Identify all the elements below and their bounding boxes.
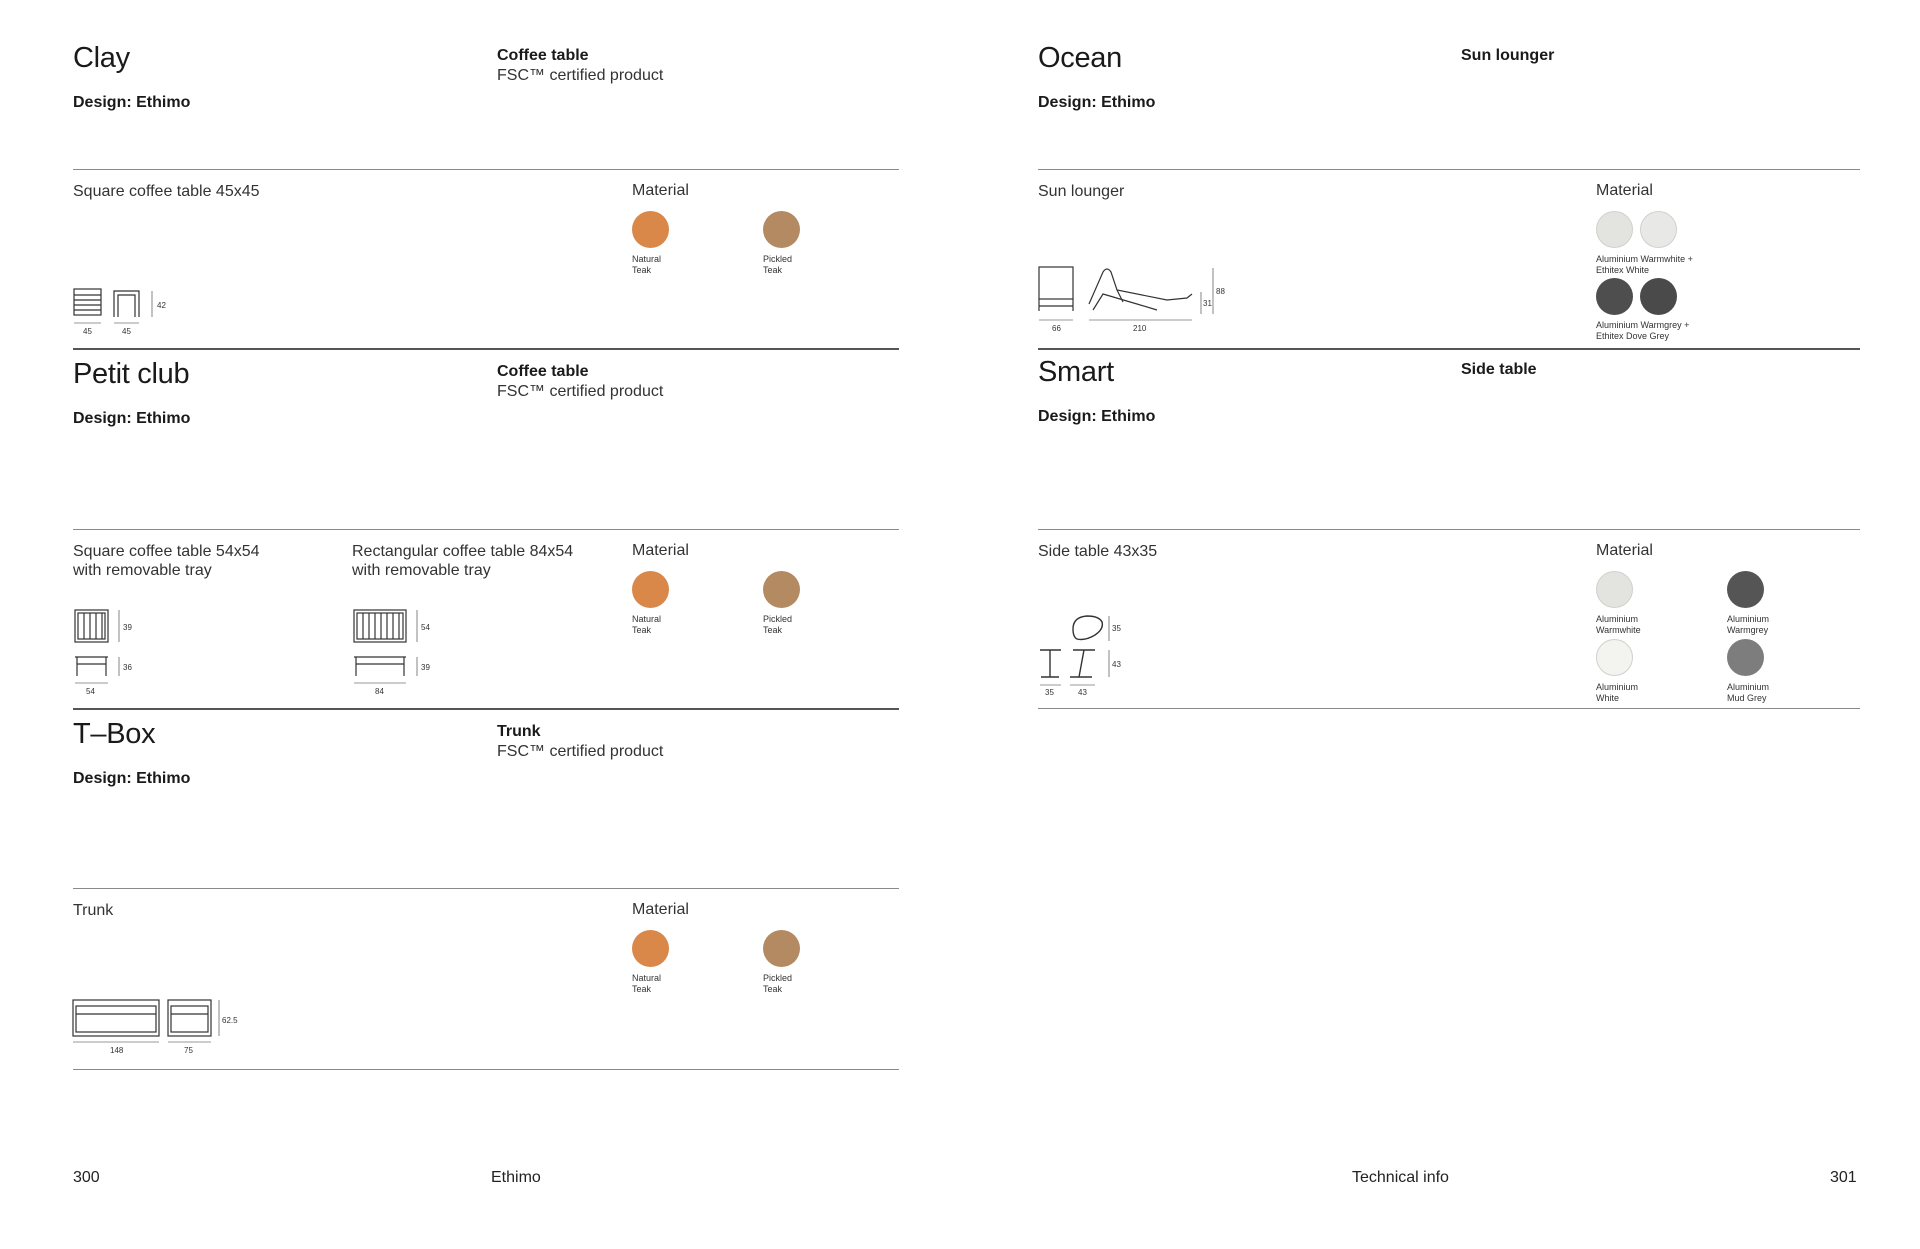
natural-teak-swatch	[632, 930, 669, 967]
dimension-text: 42	[157, 301, 166, 310]
designer-label: Design: Ethimo	[73, 94, 191, 111]
item-label: Square coffee table 54x54 with removable tray	[73, 543, 260, 579]
dimension-text: 43	[1078, 688, 1087, 697]
dimension-text: 35	[1045, 688, 1054, 697]
side-table-drawing	[1037, 613, 1122, 698]
dimension-text: 39	[123, 623, 132, 632]
divider	[73, 529, 899, 530]
pickled-teak-swatch	[763, 211, 800, 248]
dimension-text: 62.5	[222, 1016, 238, 1025]
dimension-text: 36	[123, 663, 132, 672]
product-type: Coffee table	[497, 47, 589, 64]
section-title-t-box: T–Box	[73, 718, 156, 750]
sun-lounger-drawing	[1037, 264, 1227, 334]
swatch-label: Aluminium Mud Grey	[1727, 682, 1770, 703]
dimension-text: 54	[86, 687, 95, 696]
material-heading: Material	[1596, 182, 1653, 199]
clay-dimension-drawing	[73, 286, 168, 338]
section-footer: Technical info	[1352, 1169, 1449, 1186]
section-divider	[1038, 348, 1860, 350]
swatch-label: Pickled Teak	[763, 973, 793, 994]
material-heading: Material	[632, 182, 689, 199]
warmwhite-swatch	[1596, 211, 1633, 248]
brand-footer: Ethimo	[491, 1169, 541, 1186]
dove-grey-swatch	[1640, 278, 1677, 315]
material-heading: Material	[1596, 542, 1653, 559]
item-label: Rectangular coffee table 84x54 with removable tray	[352, 543, 574, 579]
dimension-text: 39	[421, 663, 430, 672]
dimension-text: 45	[122, 327, 131, 336]
divider	[1038, 529, 1860, 530]
divider	[1038, 708, 1860, 709]
section-divider	[73, 708, 899, 710]
item-label: Side table 43x35	[1038, 543, 1158, 560]
swatch-label: Aluminium Warmwhite	[1596, 614, 1641, 635]
dimension-text: 148	[110, 1046, 124, 1055]
aluminium-mud-grey-swatch	[1727, 639, 1764, 676]
square-coffee-table-drawing	[73, 608, 138, 696]
dimension-text: 43	[1112, 660, 1121, 669]
product-type: Trunk	[497, 723, 541, 740]
product-type: Sun lounger	[1461, 47, 1555, 64]
material-heading: Material	[632, 542, 689, 559]
dimension-text: 31	[1203, 299, 1212, 308]
dimension-text: 210	[1133, 324, 1147, 333]
aluminium-white-swatch	[1596, 639, 1633, 676]
swatch-label: Pickled Teak	[763, 614, 793, 635]
dimension-text: 84	[375, 687, 384, 696]
divider	[73, 888, 899, 889]
designer-label: Design: Ethimo	[73, 410, 191, 427]
certification-note: FSC™ certified product	[497, 67, 664, 84]
swatch-label: Aluminium Warmgrey	[1727, 614, 1770, 635]
natural-teak-swatch	[632, 211, 669, 248]
section-title-ocean: Ocean	[1038, 42, 1122, 74]
rectangular-coffee-table-drawing	[352, 608, 432, 696]
divider	[1038, 169, 1860, 170]
aluminium-warmgrey-swatch	[1727, 571, 1764, 608]
product-type: Side table	[1461, 361, 1537, 378]
pickled-teak-swatch	[763, 930, 800, 967]
designer-label: Design: Ethimo	[1038, 408, 1156, 425]
dimension-text: 35	[1112, 624, 1121, 633]
dimension-text: 66	[1052, 324, 1061, 333]
certification-note: FSC™ certified product	[497, 743, 664, 760]
natural-teak-swatch	[632, 571, 669, 608]
swatch-label: Aluminium Warmgrey + Ethitex Dove Grey	[1596, 320, 1690, 341]
dimension-text: 75	[184, 1046, 193, 1055]
item-label: Sun lounger	[1038, 183, 1125, 200]
swatch-label: Aluminium White	[1596, 682, 1639, 703]
dimension-text: 54	[421, 623, 430, 632]
dimension-text: 88	[1216, 287, 1225, 296]
pickled-teak-swatch	[763, 571, 800, 608]
certification-note: FSC™ certified product	[497, 383, 664, 400]
section-title-clay: Clay	[73, 42, 130, 74]
dimension-text: 45	[83, 327, 92, 336]
item-label: Square coffee table 45x45	[73, 183, 260, 200]
divider	[73, 169, 899, 170]
ethitex-white-swatch	[1640, 211, 1677, 248]
swatch-label: Natural Teak	[632, 614, 662, 635]
swatch-label: Aluminium Warmwhite + Ethitex White	[1596, 254, 1693, 275]
material-heading: Material	[632, 901, 689, 918]
item-label: Trunk	[73, 902, 114, 919]
section-title-smart: Smart	[1038, 356, 1114, 388]
designer-label: Design: Ethimo	[1038, 94, 1156, 111]
warmgrey-swatch	[1596, 278, 1633, 315]
swatch-label: Natural Teak	[632, 254, 662, 275]
section-title-petit-club: Petit club	[73, 358, 190, 390]
aluminium-warmwhite-swatch	[1596, 571, 1633, 608]
product-type: Coffee table	[497, 363, 589, 380]
section-divider	[73, 348, 899, 350]
swatch-label: Pickled Teak	[763, 254, 793, 275]
divider	[73, 1069, 899, 1070]
trunk-dimension-drawing	[72, 996, 238, 1056]
designer-label: Design: Ethimo	[73, 770, 191, 787]
swatch-label: Natural Teak	[632, 973, 662, 994]
page-number: 300	[73, 1169, 100, 1186]
page-number: 301	[1830, 1169, 1857, 1186]
